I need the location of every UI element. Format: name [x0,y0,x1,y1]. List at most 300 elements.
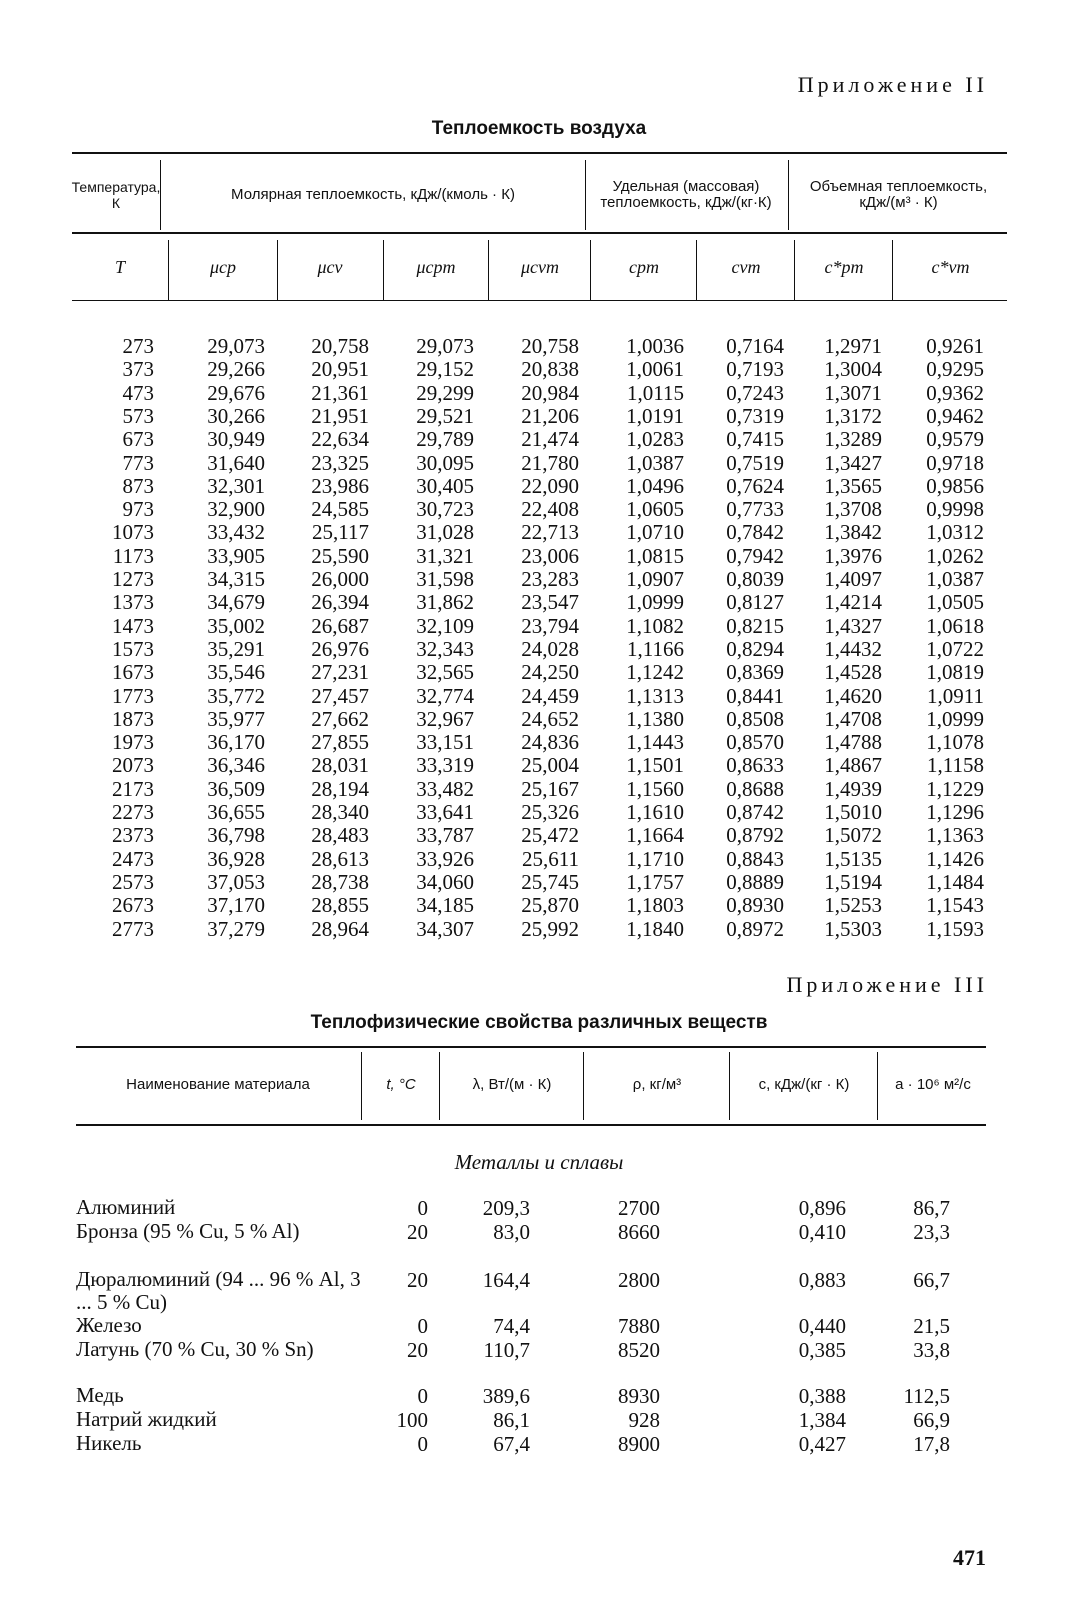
cell-cvm: 0,8369 [726,660,784,685]
cell-cvm: 0,8127 [726,590,784,615]
cell-temperature: 1173 [112,543,154,568]
cell-c: 0,388 [798,1384,846,1408]
cell-temperature: 873 [122,473,154,498]
cell-cpm: 1,1443 [626,730,684,755]
cell-cvm: 0,7624 [726,473,784,498]
cell-t: 0 [417,1196,428,1220]
cell-mu-cvm: 24,836 [521,730,579,755]
cell-rho: 8930 [618,1384,660,1408]
symbol-T: T [114,256,125,277]
table-1-symbol-row [72,234,1007,300]
cell-rho: 7880 [618,1314,660,1338]
cell-rho: 928 [628,1408,660,1432]
cell-mu-cv: 20,758 [311,334,369,358]
cell-cvm: 0,8688 [726,776,784,801]
cell-rho: 8520 [618,1338,660,1362]
cell-mu-cv: 27,231 [311,660,369,685]
cell-temperature: 273 [122,334,154,358]
appendix-3-label: Приложение III [786,972,988,997]
cell-a: 66,9 [913,1408,950,1432]
cell-c-star-pm: 1,2971 [824,334,882,358]
cell-mu-cv: 28,483 [311,823,369,848]
cell-temperature: 2573 [112,869,154,894]
table-row [72,381,1007,404]
table-row [72,497,1007,520]
symbol-divider [168,240,169,300]
cell-mu-cpm: 32,774 [416,683,474,708]
cell-cvm: 0,7942 [726,543,784,568]
cell-a: 33,8 [913,1338,950,1362]
cell-c: 0,427 [798,1432,846,1456]
cell-cpm: 1,1757 [626,869,684,894]
cell-mu-cp: 31,640 [207,450,265,475]
cell-lambda: 67,4 [493,1432,530,1456]
cell-lambda: 209,3 [482,1196,530,1220]
cell-cvm: 0,7164 [726,334,784,358]
cell-cpm: 1,0710 [626,520,684,545]
table-row [72,660,1007,683]
cell-rho: 2700 [618,1196,660,1220]
cell-c-star-vm: 1,1078 [926,730,984,755]
cell-mu-cp: 36,798 [207,823,265,848]
cell-mu-cp: 35,291 [207,636,265,661]
cell-a: 21,5 [913,1314,950,1338]
header-material: Наименование материала [126,1076,310,1093]
cell-material-name: Латунь (70 % Cu, 30 % Sn) [76,1337,314,1361]
cell-mu-cv: 24,585 [311,497,369,522]
cell-material-name: Алюминий [76,1195,176,1219]
cell-c-star-pm: 1,3071 [824,380,882,405]
cell-c-star-vm: 1,1543 [926,893,984,918]
header-lambda: λ, Вт/(м · К) [472,1076,552,1093]
cell-c-star-pm: 1,3842 [824,520,882,545]
cell-cpm: 1,1242 [626,660,684,685]
cell-temperature: 2773 [112,916,154,941]
cell-mu-cp: 33,905 [207,543,265,568]
cell-material-name: Железо [76,1313,142,1337]
cell-lambda: 389,6 [482,1384,530,1408]
cell-mu-cpm: 33,926 [416,846,474,871]
cell-c-star-pm: 1,5135 [824,846,882,871]
cell-mu-cv: 25,117 [312,520,369,545]
cell-mu-cp: 29,073 [207,334,265,358]
cell-mu-cpm: 32,967 [416,706,474,731]
cell-lambda: 74,4 [493,1314,530,1338]
cell-cpm: 1,1560 [626,776,684,801]
cell-mu-cpm: 33,151 [416,730,474,755]
cell-c-star-vm: 1,0618 [926,613,984,638]
cell-mu-cvm: 25,004 [521,753,579,778]
cell-c-star-vm: 0,9362 [926,380,984,405]
cell-cpm: 1,1664 [626,823,684,848]
cell-mu-cp: 37,279 [207,916,265,941]
cell-mu-cvm: 21,206 [521,403,579,428]
cell-mu-cv: 23,986 [311,473,369,498]
cell-c-star-vm: 0,9579 [926,427,984,452]
cell-mu-cpm: 32,109 [416,613,474,638]
symbol-divider [488,240,489,300]
table-row [72,637,1007,660]
header-volume: Объемная теплоемкость, кДж/(м³ · К) [809,178,988,211]
cell-mu-cvm: 24,459 [521,683,579,708]
cell-a: 86,7 [913,1196,950,1220]
symbol-mu-cp: μcp [209,256,237,277]
table-1-top-rule [72,152,1007,154]
cell-cpm: 1,1710 [626,846,684,871]
cell-t: 0 [417,1314,428,1338]
cell-temperature: 1073 [112,520,154,545]
header-rho: ρ, кг/м³ [632,1076,682,1093]
table-row [72,777,1007,800]
cell-temperature: 473 [122,380,154,405]
cell-mu-cv: 26,687 [311,613,369,638]
cell-mu-cp: 36,170 [207,730,265,755]
cell-mu-cvm: 22,713 [521,520,579,545]
cell-c-star-vm: 0,9295 [926,357,984,382]
table-row [72,707,1007,730]
cell-lambda: 110,7 [483,1338,530,1362]
cell-cpm: 1,1501 [626,753,684,778]
cell-mu-cvm: 25,992 [521,916,579,941]
cell-c: 0,410 [798,1220,846,1244]
table-row [72,893,1007,916]
cell-c-star-vm: 0,9462 [926,403,984,428]
cell-cpm: 1,1166 [627,636,684,661]
header-molar: Молярная теплоемкость, кДж/(кмоль · К) [231,186,515,203]
cell-temperature: 2673 [112,893,154,918]
cell-mu-cvm: 25,167 [521,776,579,801]
cell-c-star-pm: 1,3289 [824,427,882,452]
symbol-mu-cv: μcv [317,256,343,277]
cell-mu-cpm: 29,521 [416,403,474,428]
cell-temperature: 2273 [112,800,154,824]
cell-mu-cpm: 31,862 [416,590,474,615]
table-row [72,474,1007,497]
cell-cvm: 0,8972 [726,916,784,941]
cell-material-name: Медь [76,1383,124,1407]
cell-cvm: 0,7415 [726,427,784,452]
cell-c-star-vm: 1,0505 [926,590,984,615]
header-t: t, °C [386,1076,416,1093]
cell-cpm: 1,1380 [626,706,684,731]
cell-mu-cp: 37,053 [207,869,265,894]
table-row [72,590,1007,613]
cell-mu-cp: 33,432 [207,520,265,545]
header-divider [583,1052,584,1120]
cell-mu-cpm: 31,321 [416,543,474,568]
cell-a: 112,5 [903,1384,950,1408]
cell-c-star-pm: 1,4327 [824,613,882,638]
cell-c-star-pm: 1,5253 [824,893,882,918]
cell-mu-cv: 28,340 [311,800,369,824]
cell-c-star-pm: 1,4939 [824,776,882,801]
cell-mu-cp: 35,772 [207,683,265,708]
cell-cvm: 0,8508 [726,706,784,731]
table-2-header-row [76,1050,986,1120]
cell-mu-cv: 21,361 [311,380,369,405]
symbol-divider [794,240,795,300]
cell-cvm: 0,7519 [726,450,784,475]
header-c: c, кДж/(кг · К) [758,1076,850,1093]
cell-temperature: 2473 [112,846,154,871]
cell-mu-cp: 34,315 [207,567,265,591]
cell-cpm: 1,0191 [626,403,684,428]
cell-c-star-vm: 1,1296 [926,800,984,824]
cell-mu-cvm: 21,474 [521,427,579,452]
cell-material-name: Никель [76,1431,142,1455]
table-2-header-bottom-rule [76,1124,986,1126]
cell-temperature: 1973 [112,730,154,755]
header-divider [585,160,586,230]
cell-cvm: 0,7243 [726,380,784,405]
table-row [72,847,1007,870]
cell-mu-cvm: 20,984 [521,380,579,405]
cell-cvm: 0,8039 [726,567,784,591]
cell-t: 0 [417,1432,428,1456]
cell-mu-cv: 26,000 [311,567,369,591]
cell-rho: 2800 [618,1268,660,1292]
cell-temperature: 973 [122,497,154,522]
cell-cvm: 0,8441 [726,683,784,708]
cell-cpm: 1,0036 [626,334,684,358]
cell-c-star-pm: 1,3565 [824,473,882,498]
cell-mu-cvm: 23,794 [521,613,579,638]
cell-c-star-pm: 1,3172 [824,403,882,428]
cell-mu-cp: 35,546 [207,660,265,685]
cell-mu-cpm: 31,028 [416,520,474,545]
cell-cpm: 1,0496 [626,473,684,498]
cell-lambda: 86,1 [493,1408,530,1432]
cell-mu-cp: 36,655 [207,800,265,824]
cell-c-star-pm: 1,4620 [824,683,882,708]
cell-c-star-vm: 0,9856 [926,473,984,498]
cell-t: 20 [407,1338,428,1362]
cell-cpm: 1,1803 [626,893,684,918]
cell-c-star-pm: 1,4432 [824,636,882,661]
cell-c-star-pm: 1,5010 [824,800,882,824]
page-number: 471 [953,1545,986,1570]
cell-c-star-vm: 1,1158 [927,753,984,778]
cell-mu-cv: 28,194 [311,776,369,801]
cell-temperature: 1873 [112,706,154,731]
cell-c: 0,440 [798,1314,846,1338]
symbol-divider [383,240,384,300]
table-row [72,544,1007,567]
cell-mu-cp: 35,977 [207,706,265,731]
table-row [72,357,1007,380]
table-2-top-rule [76,1046,986,1048]
cell-mu-cpm: 31,598 [416,567,474,591]
cell-a: 66,7 [913,1268,950,1292]
cell-material-name: Натрий жидкий [76,1407,217,1431]
cell-mu-cp: 36,928 [207,846,265,871]
cell-cvm: 0,8843 [726,846,784,871]
header-mass: Удельная (массовая) теплоемкость, кДж/(кг·К) [600,178,772,211]
cell-c-star-vm: 1,0722 [926,636,984,661]
cell-mu-cpm: 33,641 [416,800,474,824]
cell-c-star-vm: 1,0819 [926,660,984,685]
cell-c: 0,896 [798,1196,846,1220]
cell-mu-cv: 23,325 [311,450,369,475]
cell-mu-cp: 30,266 [207,403,265,428]
table-row [72,614,1007,637]
cell-t: 100 [396,1408,428,1432]
cell-temperature: 373 [122,357,154,382]
cell-cpm: 1,0605 [626,497,684,522]
cell-c-star-pm: 1,4097 [824,567,882,591]
table-row [72,427,1007,450]
cell-mu-cp: 36,509 [207,776,265,801]
cell-cvm: 0,8930 [726,893,784,918]
table-1-title: Теплоемкость воздуха [431,118,647,139]
cell-cpm: 1,0999 [626,590,684,615]
cell-c-star-vm: 1,1593 [926,916,984,941]
cell-mu-cpm: 34,060 [416,869,474,894]
cell-cvm: 0,8294 [726,636,784,661]
cell-material-name: Дюралюминий (94 ... 96 % Al, 3 ... 5 % Cu) [76,1267,361,1314]
header-divider [729,1052,730,1120]
cell-mu-cvm: 22,090 [521,473,579,498]
cell-c-star-vm: 1,0911 [927,683,984,708]
cell-mu-cpm: 30,723 [416,497,474,522]
cell-c-star-vm: 1,0999 [926,706,984,731]
cell-mu-cpm: 33,787 [416,823,474,848]
cell-cvm: 0,8792 [726,823,784,848]
cell-c-star-vm: 1,1426 [926,846,984,871]
cell-mu-cvm: 21,780 [521,450,579,475]
cell-c-star-pm: 1,3708 [824,497,882,522]
table-row [72,730,1007,753]
cell-mu-cpm: 29,789 [416,427,474,452]
table-row [72,567,1007,590]
cell-temperature: 1473 [112,613,154,638]
cell-temperature: 1373 [112,590,154,615]
cell-t: 20 [407,1268,428,1292]
header-divider [361,1052,362,1120]
symbol-divider [892,240,893,300]
cell-mu-cv: 20,951 [311,357,369,382]
cell-temperature: 773 [122,450,154,475]
cell-mu-cpm: 32,565 [416,660,474,685]
cell-mu-cp: 35,002 [207,613,265,638]
cell-mu-cvm: 20,758 [521,334,579,358]
header-divider [877,1052,878,1120]
cell-mu-cvm: 25,611 [522,846,579,871]
cell-c-star-vm: 1,1484 [926,869,984,894]
cell-mu-cp: 32,301 [207,473,265,498]
cell-cvm: 0,7842 [726,520,784,545]
cell-c-star-vm: 1,0387 [926,567,984,591]
cell-mu-cp: 32,900 [207,497,265,522]
cell-c-star-vm: 0,9261 [926,334,984,358]
cell-mu-cv: 28,613 [311,846,369,871]
table-row [72,451,1007,474]
cell-mu-cvm: 25,326 [521,800,579,824]
table-row [72,404,1007,427]
header-divider [788,160,789,230]
cell-cvm: 0,8742 [726,800,784,824]
cell-cvm: 0,8570 [726,730,784,755]
cell-temperature: 2373 [112,823,154,848]
table-row [72,684,1007,707]
cell-mu-cpm: 34,185 [416,893,474,918]
cell-temperature: 1273 [112,567,154,591]
cell-mu-cvm: 25,745 [521,869,579,894]
cell-mu-cpm: 32,343 [416,636,474,661]
symbol-divider [590,240,591,300]
cell-mu-cp: 29,266 [207,357,265,382]
cell-cpm: 1,1610 [626,800,684,824]
cell-mu-cv: 21,951 [311,403,369,428]
table-row [72,520,1007,543]
cell-mu-cpm: 33,319 [416,753,474,778]
cell-material-name: Бронза (95 % Cu, 5 % Al) [76,1219,300,1243]
cell-cpm: 1,1840 [626,916,684,941]
cell-mu-cvm: 25,472 [521,823,579,848]
symbol-divider [277,240,278,300]
symbol-divider [696,240,697,300]
cell-mu-cv: 26,394 [311,590,369,615]
cell-mu-cp: 34,679 [207,590,265,615]
cell-mu-cpm: 30,095 [416,450,474,475]
cell-c-star-pm: 1,4788 [824,730,882,755]
cell-c-star-pm: 1,4708 [824,706,882,731]
cell-a: 23,3 [913,1220,950,1244]
cell-mu-cv: 28,964 [311,916,369,941]
cell-cvm: 0,8633 [726,753,784,778]
cell-mu-cvm: 23,283 [521,567,579,591]
cell-mu-cvm: 24,250 [521,660,579,685]
cell-temperature: 2173 [112,776,154,801]
cell-mu-cv: 27,457 [311,683,369,708]
cell-c-star-vm: 1,0312 [926,520,984,545]
cell-rho: 8660 [618,1220,660,1244]
symbol-c-star-vm: c*vm [931,256,970,277]
cell-c-star-pm: 1,3976 [824,543,882,568]
table-row [72,823,1007,846]
cell-mu-cp: 29,676 [207,380,265,405]
cell-mu-cv: 27,662 [311,706,369,731]
cell-lambda: 83,0 [493,1220,530,1244]
table-2-title: Теплофизические свойства различных веществ [310,1012,768,1033]
cell-c-star-pm: 1,4528 [824,660,882,685]
cell-mu-cvm: 24,652 [521,706,579,731]
cell-c: 1,384 [798,1408,846,1432]
cell-c-star-vm: 0,9718 [926,450,984,475]
cell-temperature: 2073 [112,753,154,778]
cell-mu-cpm: 29,299 [416,380,474,405]
cell-temperature: 1573 [112,636,154,661]
cell-cpm: 1,0115 [627,380,684,405]
symbol-cpm: cpm [629,256,659,277]
cell-temperature: 573 [122,403,154,428]
cell-cvm: 0,7733 [726,497,784,522]
table-row [72,800,1007,823]
cell-lambda: 164,4 [482,1268,530,1292]
symbol-mu-cvm: μcvm [520,256,559,277]
cell-c-star-pm: 1,4214 [824,590,882,615]
cell-c-star-vm: 1,1229 [926,776,984,801]
cell-mu-cpm: 29,152 [416,357,474,382]
cell-cvm: 0,8889 [726,869,784,894]
cell-cvm: 0,8215 [726,613,784,638]
table-row [72,753,1007,776]
cell-mu-cv: 28,738 [311,869,369,894]
cell-mu-cvm: 23,547 [521,590,579,615]
cell-c-star-vm: 1,1363 [926,823,984,848]
header-temperature: Температура, К [71,179,161,211]
cell-cvm: 0,7319 [726,403,784,428]
